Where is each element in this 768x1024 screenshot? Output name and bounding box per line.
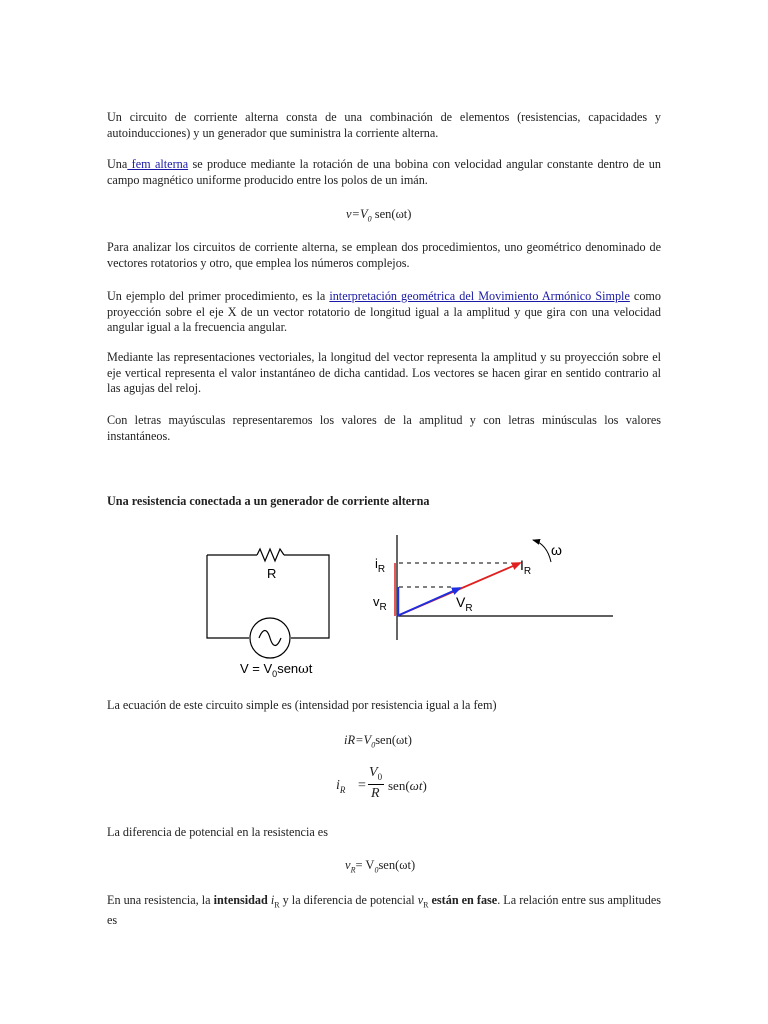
mas-link[interactable]: interpretación geométrica del Movimiento Armónico Simple [329, 289, 630, 303]
rotation-arrow-icon [533, 540, 551, 562]
fem-rest: se produce mediante la rotación de una bobina con velocidad angular constante dentro de un campo magnético uniforme producido entre los polos de un imán. [107, 157, 661, 187]
paragraph-intro: Un circuito de corriente alterna consta de una combinación de elementos (resistencias, capacidades y autoinducciones) y un generador que suministra la corriente alterna. [107, 110, 661, 140]
resistor-label: R [267, 566, 277, 581]
fraction-bar [368, 784, 384, 785]
vr-axis-label: $v_R$ [373, 594, 387, 613]
paragraph-letters: Con letras mayúsculas representaremos los valores de la amplitud y con letras minúsculas los valores instantáneos. [107, 413, 661, 443]
circuit-diagram [195, 540, 340, 680]
vr-phasor-arrow [397, 588, 460, 616]
fem-alterna-link[interactable]: fem alterna [127, 157, 189, 171]
equation-v: $v=V_0$ sen(ωt) [346, 207, 412, 224]
paragraph-fem [107, 157, 661, 188]
equation-fraction: $i_R$ = $V_0$ R sen(ωt) [336, 765, 427, 801]
fem-prefix: Una [107, 157, 128, 171]
ir-axis-label: $i_R$ [375, 556, 386, 575]
equation-ir: $iR=V_0sen(\omega t)$ [344, 733, 412, 750]
paragraph-procedures: Para analizar los circuitos de corriente alterna, se emplean dos procedimientos, uno geométrico denominado de vectores rotatorios y otro, que emplea los números complejos. [107, 240, 661, 270]
paragraph-equation-intro: La ecuación de este circuito simple es (intensidad por resistencia igual a la fem) [107, 698, 497, 712]
source-label: $V = V_0sen\omega t$ [240, 661, 313, 679]
paragraph-vectors: Mediante las representaciones vectoriales, la longitud del vector representa la amplitud y su proyección sobre el eje vertical representa el valor instantáneo de dicha cantidad. Los vectores se hacen girar en sentido contrario al las agujas del reloj. [107, 350, 661, 395]
equation-vr: $v_R= V_0sen(\omega t)$ [345, 858, 416, 875]
omega-label: ω [551, 542, 562, 558]
paragraph-example: Un ejemplo del primer procedimiento, es la interpretación geométrica del Movimiento Armónico Simple como proyección sobre el eje X de un vector rotatorio de longitud igual a la amplitud y que gira con una velocidad angular igual a la frecuencia angular. [107, 289, 661, 334]
phasor-diagram [365, 530, 615, 660]
vr-phasor-label: $V_R$ [456, 594, 473, 614]
paragraph-phase: En una resistencia, la intensidad $i_R$ y la diferencia de potencial $v_R$ están en fase. La relación entre sus amplitudes es [107, 893, 662, 927]
ir-phasor-label: $I_R$ [520, 557, 532, 577]
paragraph-potential: La diferencia de potencial en la resistencia es [107, 825, 328, 839]
section-heading: Una resistencia conectada a un generador de corriente alterna [107, 494, 430, 508]
